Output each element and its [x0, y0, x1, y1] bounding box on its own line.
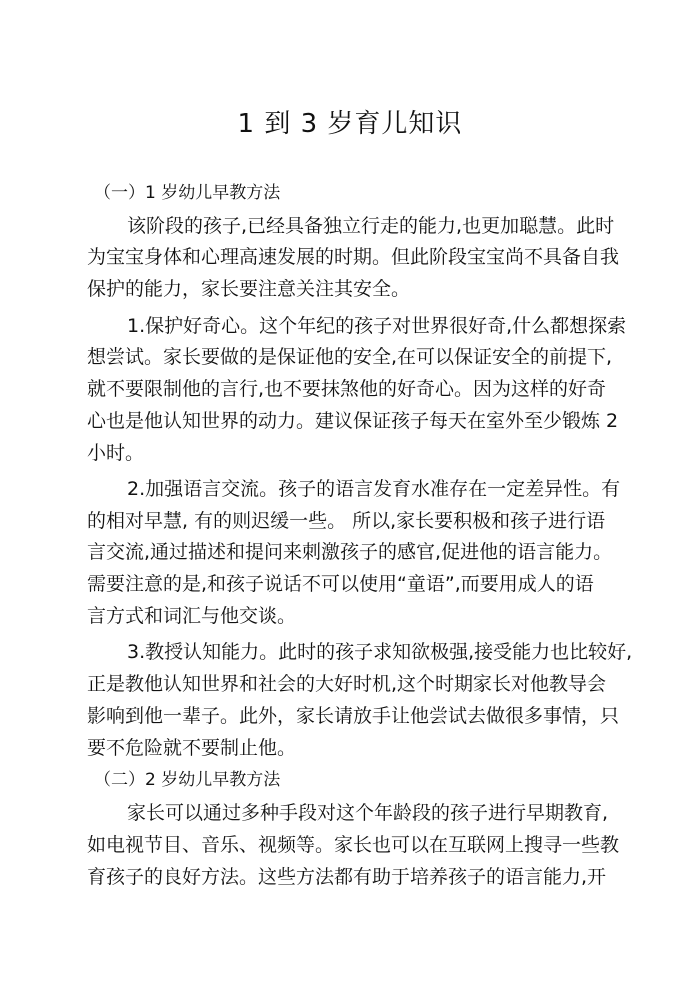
paragraph-line: 2.加强语言交流。孩子的语言发育水准存在一定差异性。有 — [127, 478, 621, 500]
paragraph-line: 小时。 — [87, 442, 145, 464]
paragraph-line: 想尝试。家长要做的是保证他的安全,在可以保证安全的前提下, — [87, 346, 613, 368]
paragraph-line: 家长可以通过多种手段对这个年龄段的孩子进行早期教育, — [127, 802, 609, 824]
paragraph-line: 育孩子的良好方法。这些方法都有助于培养孩子的语言能力,开 — [87, 866, 607, 888]
paragraph-line: 要不危险就不要制止他。 — [87, 737, 297, 759]
paragraph-line: 心也是他认知世界的动力。建议保证孩子每天在室外至少锻炼 2 — [87, 410, 619, 432]
paragraph-line: 的相对早慧, 有的则迟缓一些。 所以,家长要积极和孩子进行语 — [87, 510, 606, 532]
paragraph-line: 需要注意的是,和孩子说话不可以使用“童语”,而要用成人的语 — [87, 573, 594, 595]
paragraph-line: 如电视节目、音乐、视频等。家长也可以在互联网上搜寻一些教 — [87, 834, 620, 856]
paragraph-line: 1.保护好奇心。这个年纪的孩子对世界很好奇,什么都想探索 — [127, 315, 627, 337]
paragraph-line: 保护的能力，家长要注意关注其安全。 — [87, 278, 411, 300]
paragraph-line: 正是教他认知世界和社会的大好时机,这个时期家长对他教导会 — [87, 673, 607, 695]
section-heading-1: （一）1 岁幼儿早教方法 — [94, 183, 281, 203]
paragraph-line: 言方式和词汇与他交谈。 — [87, 605, 297, 627]
paragraph-line: 影响到他一辈子。此外，家长请放手让他尝试去做很多事情，只 — [87, 705, 620, 727]
paragraph-line: 3.教授认知能力。此时的孩子求知欲极强,接受能力也比较好, — [127, 641, 633, 663]
paragraph-line: 为宝宝身体和心理高速发展的时期。但此阶段宝宝尚不具备自我 — [87, 246, 620, 268]
paragraph-line: 言交流,通过描述和提问来刺激孩子的感官,促进他的语言能力。 — [87, 541, 613, 563]
section-heading-2: （二）2 岁幼儿早教方法 — [94, 770, 281, 790]
page-title: 1 到 3 岁育儿知识 — [237, 109, 463, 139]
paragraph-line: 该阶段的孩子,已经具备独立行走的能力,也更加聪慧。此时 — [127, 215, 615, 237]
paragraph-line: 就不要限制他的言行,也不要抹煞他的好奇心。因为这样的好奇 — [87, 378, 607, 400]
